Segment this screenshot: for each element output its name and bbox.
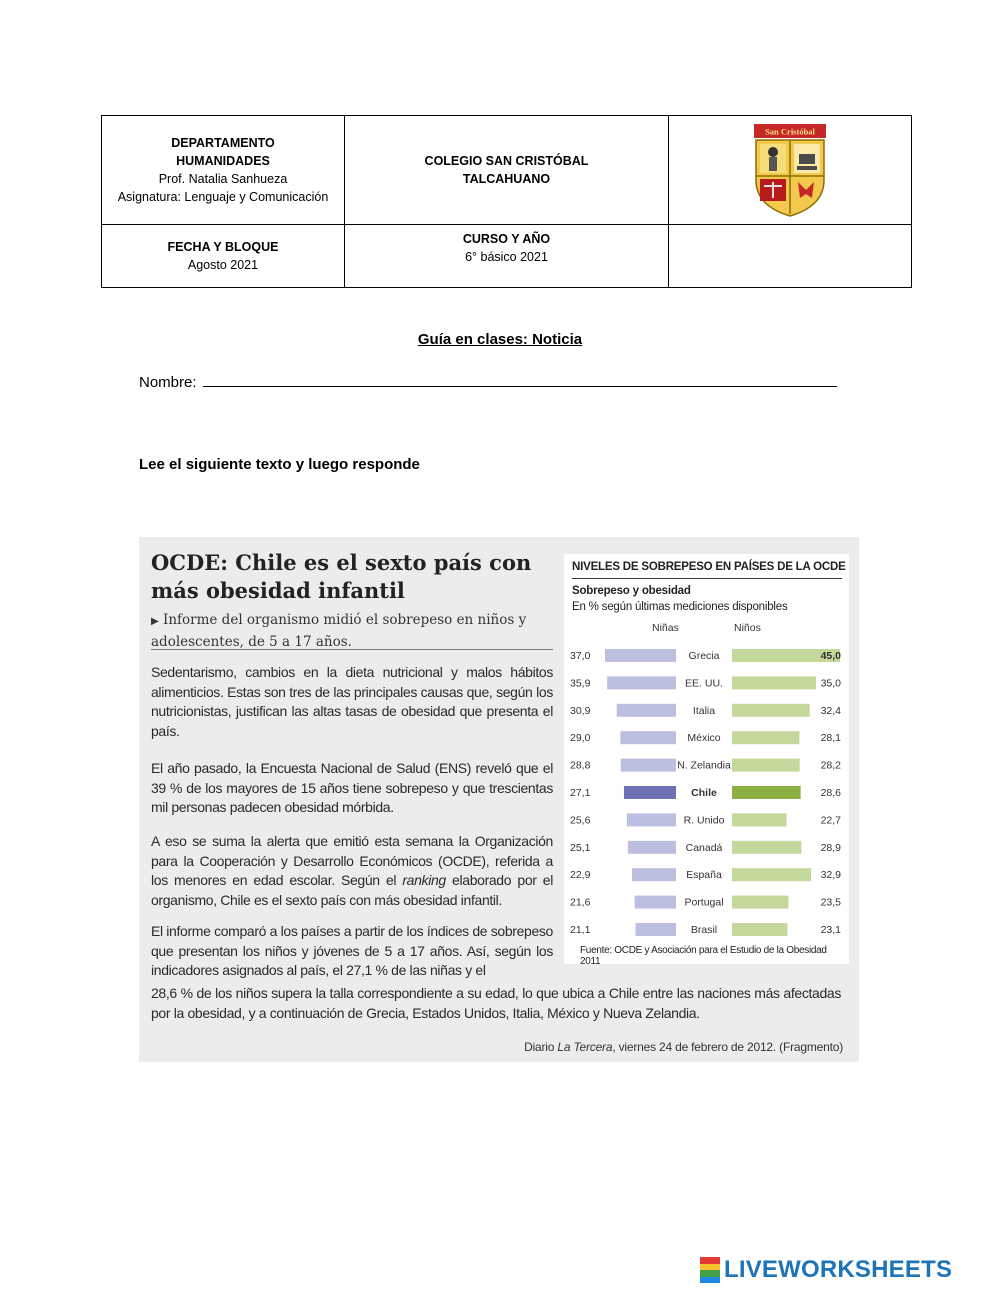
country-label: Italia <box>692 704 716 717</box>
country-label: Canadá <box>685 841 723 854</box>
girls-value-label: 21,1 <box>570 924 591 936</box>
article-paragraph-4: El informe comparó a los países a partir de los índices de sobrepeso que presentan los niños y jóvenes de 5 a 17 años. Así, según los indicadores asignados al país, el 27,1 % de las niñas y el <box>151 923 553 978</box>
news-article <box>139 537 859 1062</box>
p3-text-a: A eso se suma la alerta que emitió esta semana la Organización para la Cooperación y Desarrollo Económicos (OCDE), referida a los menores en edad escolar. Según el <box>151 833 553 888</box>
liveworksheets-brand <box>700 1255 952 1285</box>
boys-bar <box>732 868 811 881</box>
boys-bar <box>732 704 810 717</box>
school-crest-logo <box>752 122 828 218</box>
country-label: N. Zelandia <box>677 759 731 772</box>
svg-text:San Cristóbal: San Cristóbal <box>765 126 815 137</box>
credit-text-a: Diario <box>524 1040 558 1054</box>
boys-bar <box>732 759 800 772</box>
girls-bar <box>635 896 676 909</box>
girls-bar <box>620 731 676 744</box>
chart-source: Fuente: OCDE y Asociación para el Estudio de la Obesidad 2011 <box>580 945 827 967</box>
teacher-name: Prof. Natalia Sanhueza <box>158 171 288 186</box>
school-name: COLEGIO SAN CRISTÓBAL <box>424 153 589 168</box>
lead-text: Informe del organismo midió el sobrepeso en niños y adolescentes, de 5 a 17 años. <box>151 612 527 650</box>
chart-title: NIVELES DE SOBREPESO EN PAÍSES DE LA OCDE <box>572 561 846 573</box>
girls-bar <box>624 786 676 799</box>
name-field-row <box>139 372 837 391</box>
country-label: EE. UU. <box>685 677 723 690</box>
course-cell <box>345 224 669 287</box>
boys-value-label: 28,6 <box>820 787 841 799</box>
country-label: Chile <box>691 787 717 799</box>
article-paragraph-1: Sedentarismo, cambios en la dieta nutricional y malos hábitos alimenticios. Estas son tres de las principales causas que, según los nutricionistas, justifican las altas tasas de obesidad que presenta el país. <box>151 664 553 739</box>
credit-text-b: , viernes 24 de febrero de 2012. (Fragmento) <box>612 1040 843 1054</box>
date-value: Agosto 2021 <box>187 257 259 272</box>
boys-bar <box>732 896 788 909</box>
article-paragraph-3 <box>151 832 553 910</box>
girls-value-label: 30,9 <box>570 704 591 717</box>
brand-name: LIVEWORKSHEETS <box>724 1256 953 1283</box>
instruction-text: Lee el siguiente texto y luego responde <box>139 456 420 473</box>
header-table <box>101 115 912 288</box>
boys-value-label: 22,7 <box>820 814 841 827</box>
boys-bar <box>732 731 799 744</box>
country-label: Portugal <box>684 896 724 909</box>
department-name: HUMANIDADES <box>176 153 270 168</box>
school-cell <box>345 116 669 225</box>
liveworksheets-logo-icon <box>700 1257 720 1283</box>
girls-value-label: 27,1 <box>570 787 591 799</box>
school-city: TALCAHUANO <box>462 171 551 186</box>
article-lead <box>151 610 551 652</box>
article-paragraph-2: El año pasado, la Encuesta Nacional de Salud (ENS) reveló que el 39 % de los mayores de 15 años tiene sobrepeso y que trescientas mil personas padecen obesidad mórbida. <box>151 760 553 815</box>
boys-column-header: Niños <box>734 622 761 634</box>
chart-plot <box>564 554 849 944</box>
boys-value-label: 45,0 <box>820 650 841 662</box>
department-title: DEPARTAMENTO <box>171 135 275 150</box>
girls-column-header: Niñas <box>652 622 679 634</box>
country-label: Brasil <box>690 924 718 936</box>
girls-value-label: 28,8 <box>570 759 591 772</box>
girls-value-label: 21,6 <box>570 896 591 909</box>
girls-value-label: 29,0 <box>570 732 591 745</box>
boys-value-label: 28,1 <box>820 732 841 745</box>
name-input-line[interactable] <box>203 372 837 387</box>
boys-value-label: 23,1 <box>820 924 841 936</box>
boys-value-label: 28,9 <box>820 841 841 854</box>
boys-bar <box>732 786 801 799</box>
article-paragraph-5: 28,6 % de los niños supera la talla correspondiente a su edad, lo que ubica a Chile entre las naciones más afectadas por la obesidad, y a continuación de Grecia, Estados Unidos, Italia, México y Nueva Zelandia. <box>151 985 841 1021</box>
girls-value-label: 25,1 <box>570 841 591 854</box>
credit-newspaper: La Tercera <box>557 1040 613 1054</box>
boys-value-label: 23,5 <box>820 896 841 909</box>
girls-bar <box>628 841 676 854</box>
name-label: Nombre: <box>139 374 197 391</box>
girls-bar <box>627 813 676 826</box>
girls-value-label: 25,6 <box>570 814 591 827</box>
country-label: España <box>686 869 722 882</box>
crest-cell <box>669 116 912 225</box>
boys-value-label: 28,2 <box>820 759 841 772</box>
subject-name: Asignatura: Lenguaje y Comunicación <box>117 189 329 204</box>
boys-bar <box>732 841 801 854</box>
girls-value-label: 37,0 <box>570 650 591 662</box>
girls-value-label: 22,9 <box>570 869 591 882</box>
country-label: México <box>687 732 721 745</box>
department-cell <box>102 116 345 225</box>
p3-text-b: elaborado por el organismo, Chile es el sexto país con más obesidad infantil. <box>151 872 553 908</box>
boys-value-label: 32,9 <box>820 869 841 882</box>
girls-bar <box>636 923 676 936</box>
girls-bar <box>632 868 676 881</box>
girls-bar <box>607 676 676 689</box>
boys-value-label: 35,0 <box>820 677 841 690</box>
article-headline: OCDE: Chile es el sexto país con más obesidad infantil <box>151 550 532 603</box>
chart-unit-note: En % según últimas mediciones disponibles <box>572 601 788 613</box>
p3-emphasis: ranking <box>402 872 446 888</box>
boys-bar <box>732 813 786 826</box>
girls-value-label: 35,9 <box>570 677 591 690</box>
obesity-chart <box>564 554 849 967</box>
boys-value-label: 32,4 <box>820 704 841 717</box>
boys-bar <box>732 676 816 689</box>
worksheet-title: Guía en clases: Noticia <box>417 331 583 348</box>
country-label: R. Unido <box>683 814 725 827</box>
article-credit <box>524 1040 843 1054</box>
chart-subtitle: Sobrepeso y obesidad <box>572 585 691 597</box>
girls-bar <box>621 759 676 772</box>
lead-marker-icon: ▶ <box>151 616 159 627</box>
course-label: CURSO Y AÑO <box>462 231 551 246</box>
girls-bar <box>617 704 676 717</box>
date-label: FECHA Y BLOQUE <box>167 239 279 254</box>
girls-bar <box>605 649 676 662</box>
date-cell <box>102 224 345 287</box>
lead-divider <box>151 649 553 650</box>
boys-bar <box>732 923 787 936</box>
empty-cell <box>669 224 912 287</box>
country-label: Grecia <box>688 650 720 662</box>
course-value: 6° básico 2021 <box>465 249 548 264</box>
